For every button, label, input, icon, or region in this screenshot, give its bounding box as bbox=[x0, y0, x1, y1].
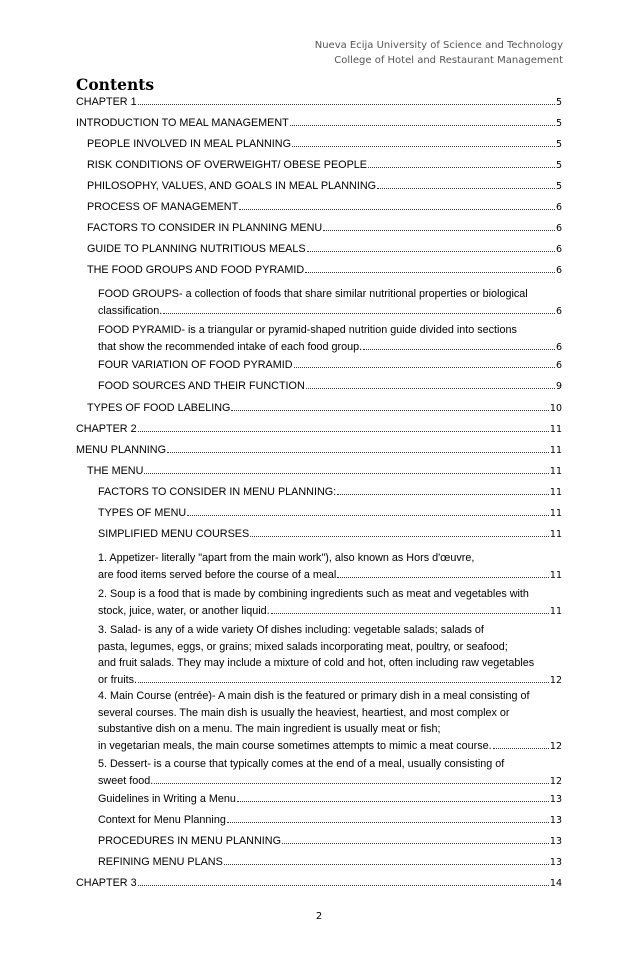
toc-entry[interactable] bbox=[76, 877, 562, 890]
toc-page-number: 14 bbox=[549, 878, 562, 889]
toc-entry[interactable] bbox=[98, 793, 562, 806]
toc-entry-title: FOOD SOURCES AND THEIR FUNCTION bbox=[98, 380, 305, 392]
dot-leader bbox=[138, 104, 555, 105]
dot-leader bbox=[154, 783, 549, 784]
toc-page-number: 12 bbox=[549, 775, 562, 787]
toc-entry-title: PROCEDURES IN MENU PLANNING bbox=[98, 835, 281, 847]
toc-page-number: 6 bbox=[555, 202, 562, 213]
toc-entry-title: CHAPTER 3 bbox=[76, 877, 137, 889]
dot-leader bbox=[231, 410, 549, 411]
toc-entry-title: PHILOSOPHY, VALUES, AND GOALS IN MEAL PLANNING bbox=[87, 180, 377, 192]
toc-page-number: 13 bbox=[549, 815, 562, 826]
contents-title: Contents bbox=[76, 75, 155, 94]
toc-page-number: 5 bbox=[555, 118, 562, 129]
toc-entry[interactable] bbox=[98, 322, 562, 356]
dot-leader bbox=[305, 272, 555, 273]
toc-entry[interactable] bbox=[98, 286, 562, 320]
dot-leader bbox=[138, 682, 549, 683]
toc-page-number: 6 bbox=[555, 265, 562, 276]
toc-entry-line: 1. Appetizer- literally "apart from the main work"), also known as Hors d'œuvre, bbox=[98, 552, 475, 564]
toc-page-number: 11 bbox=[549, 424, 562, 435]
toc-page-number: 11 bbox=[549, 487, 562, 498]
dot-leader bbox=[337, 577, 549, 578]
toc-entry-line: 4. Main Course (entrée)- A main dish is the featured or primary dish in a meal consisting of bbox=[98, 690, 530, 702]
toc-entry[interactable] bbox=[87, 180, 562, 193]
document-header bbox=[315, 38, 563, 68]
toc-page-number: 13 bbox=[549, 794, 562, 805]
toc-page-number: 12 bbox=[549, 674, 562, 686]
toc-entry[interactable] bbox=[98, 586, 562, 620]
toc-entry[interactable] bbox=[98, 380, 562, 393]
toc-entry[interactable] bbox=[87, 201, 562, 214]
toc-page-number: 11 bbox=[549, 508, 562, 519]
dot-leader bbox=[138, 431, 549, 432]
college-name: College of Hotel and Restaurant Management bbox=[334, 55, 563, 66]
toc-entry-title: FACTORS TO CONSIDER IN PLANNING MENU bbox=[87, 222, 323, 234]
toc-entry-title: in vegetarian meals, the main course sometimes attempts to mimic a meat course. bbox=[98, 739, 492, 752]
toc-entry[interactable] bbox=[87, 243, 562, 256]
dot-leader bbox=[377, 188, 555, 189]
dot-leader bbox=[187, 515, 549, 516]
dot-leader bbox=[167, 452, 549, 453]
toc-entry-title: PEOPLE INVOLVED IN MEAL PLANNING bbox=[87, 138, 292, 150]
toc-entry[interactable] bbox=[98, 622, 562, 689]
dot-leader bbox=[323, 230, 555, 231]
dot-leader bbox=[307, 251, 555, 252]
university-name: Nueva Ecija University of Science and Technology bbox=[314, 40, 563, 51]
toc-entry-title: REFINING MENU PLANS bbox=[98, 856, 223, 868]
dot-leader bbox=[138, 885, 549, 886]
toc-page-number: 10 bbox=[549, 403, 562, 414]
toc-entry-line: 5. Dessert- is a course that typically comes at the end of a meal, usually consisting of bbox=[98, 758, 505, 770]
toc-page-number: 12 bbox=[549, 740, 562, 752]
toc-entry-line: substantive dish on a menu. The main ingredient is usually meat or fish; bbox=[98, 723, 441, 735]
toc-entry-line: pasta, legumes, eggs, or grains; mixed salads incorporating meat, poultry, or seafood; bbox=[98, 640, 508, 653]
toc-page-number: 13 bbox=[549, 857, 562, 868]
toc-entry[interactable] bbox=[87, 159, 562, 172]
toc-entry-title: FACTORS TO CONSIDER IN MENU PLANNING: bbox=[98, 486, 337, 498]
page-number: 2 bbox=[315, 911, 323, 922]
dot-leader bbox=[144, 473, 549, 474]
dot-leader bbox=[368, 167, 555, 168]
toc-entry[interactable] bbox=[98, 814, 562, 827]
toc-entry-title: MENU PLANNING bbox=[76, 444, 166, 456]
toc-entry[interactable] bbox=[98, 856, 562, 869]
toc-entry-title: stock, juice, water, or another liquid. bbox=[98, 604, 270, 617]
toc-entry[interactable] bbox=[76, 117, 562, 130]
toc-entry[interactable] bbox=[98, 359, 562, 372]
dot-leader bbox=[250, 536, 549, 537]
toc-entry-line: FOOD PYRAMID- is a triangular or pyramid-shaped nutrition guide divided into sections bbox=[98, 324, 517, 336]
toc-entry-title: SIMPLIFIED MENU COURSES bbox=[98, 528, 250, 540]
toc-entry[interactable] bbox=[98, 528, 562, 541]
dot-leader bbox=[224, 864, 549, 865]
toc-entry-title: THE MENU bbox=[87, 465, 144, 477]
toc-entry-line: 2. Soup is a food that is made by combining ingredients such as meat and vegetables with bbox=[98, 588, 529, 600]
dot-leader bbox=[306, 388, 555, 389]
dot-leader bbox=[237, 801, 549, 802]
toc-entry-title: FOUR VARIATION OF FOOD PYRAMID bbox=[98, 359, 293, 371]
toc-entry[interactable] bbox=[87, 264, 562, 277]
toc-entry-title: that show the recommended intake of each food group. bbox=[98, 340, 363, 353]
dot-leader bbox=[493, 748, 549, 749]
toc-entry-title: GUIDE TO PLANNING NUTRITIOUS MEALS bbox=[87, 243, 306, 255]
toc-entry[interactable] bbox=[76, 423, 562, 436]
toc-page-number: 6 bbox=[555, 223, 562, 234]
dot-leader bbox=[337, 494, 549, 495]
toc-entry[interactable] bbox=[98, 688, 562, 755]
dot-leader bbox=[271, 613, 549, 614]
toc-entry-title: classification. bbox=[98, 304, 163, 317]
toc-entry-title: Guidelines in Writing a Menu bbox=[98, 793, 236, 805]
toc-page-number: 5 bbox=[555, 139, 562, 150]
toc-page-number: 5 bbox=[555, 160, 562, 171]
toc-entry-line: FOOD GROUPS- a collection of foods that share similar nutritional properties or biological bbox=[98, 288, 528, 300]
toc-page-number: 5 bbox=[555, 181, 562, 192]
toc-entry[interactable] bbox=[76, 96, 562, 109]
toc-entry-title: CHAPTER 2 bbox=[76, 423, 137, 435]
toc-entry[interactable] bbox=[76, 444, 562, 457]
dot-leader bbox=[363, 349, 555, 350]
toc-page-number: 6 bbox=[555, 244, 562, 255]
dot-leader bbox=[227, 822, 549, 823]
dot-leader bbox=[292, 146, 555, 147]
toc-entry-title: INTRODUCTION TO MEAL MANAGEMENT bbox=[76, 117, 289, 129]
toc-page-number: 13 bbox=[549, 836, 562, 847]
toc-page-number: 9 bbox=[555, 381, 562, 392]
toc-entry-title: THE FOOD GROUPS AND FOOD PYRAMID bbox=[87, 264, 305, 276]
toc-entry[interactable] bbox=[98, 756, 562, 790]
toc-page-number: 5 bbox=[555, 97, 562, 108]
toc-page-number: 11 bbox=[549, 466, 562, 477]
toc-page-number: 6 bbox=[555, 360, 562, 371]
toc-entry-title: sweet food. bbox=[98, 774, 154, 787]
toc-entry[interactable] bbox=[87, 402, 562, 415]
toc-entry-title: PROCESS OF MANAGEMENT bbox=[87, 201, 239, 213]
toc-page-number: 6 bbox=[555, 305, 562, 317]
toc-entry[interactable] bbox=[87, 138, 562, 151]
toc-entry-line: 3. Salad- is any of a wide variety Of dishes including: vegetable salads; salads of bbox=[98, 624, 484, 636]
toc-entry-title: RISK CONDITIONS OF OVERWEIGHT/ OBESE PEOPLE bbox=[87, 159, 367, 171]
dot-leader bbox=[239, 209, 555, 210]
toc-entry[interactable] bbox=[87, 465, 562, 478]
dot-leader bbox=[290, 125, 555, 126]
toc-page-number: 11 bbox=[549, 445, 562, 456]
toc-entry-line: and fruit salads. They may include a mixture of cold and hot, often including raw vegetables bbox=[98, 657, 535, 669]
toc-entry-line: several courses. The main dish is usually the heaviest, heartiest, and most complex or bbox=[98, 706, 510, 719]
toc-entry-title: TYPES OF MENU bbox=[98, 507, 187, 519]
toc-entry-title: or fruits. bbox=[98, 673, 137, 686]
toc-page-number: 11 bbox=[549, 569, 562, 581]
toc-entry-title: CHAPTER 1 bbox=[76, 96, 137, 108]
toc-entry[interactable] bbox=[98, 507, 562, 520]
toc-page-number: 11 bbox=[549, 605, 562, 617]
toc-entry-title: Context for Menu Planning bbox=[98, 814, 226, 826]
toc-entry[interactable] bbox=[98, 835, 562, 848]
toc-entry[interactable] bbox=[98, 486, 562, 499]
toc-entry[interactable] bbox=[87, 222, 562, 235]
toc-entry[interactable] bbox=[98, 550, 562, 584]
toc-entry-title: are food items served before the course of a meal bbox=[98, 568, 337, 581]
toc-page-number: 11 bbox=[549, 529, 562, 540]
dot-leader bbox=[294, 367, 555, 368]
dot-leader bbox=[163, 313, 555, 314]
toc-page-number: 6 bbox=[555, 341, 562, 353]
toc-entry-title: TYPES OF FOOD LABELING bbox=[87, 402, 231, 414]
dot-leader bbox=[282, 843, 549, 844]
